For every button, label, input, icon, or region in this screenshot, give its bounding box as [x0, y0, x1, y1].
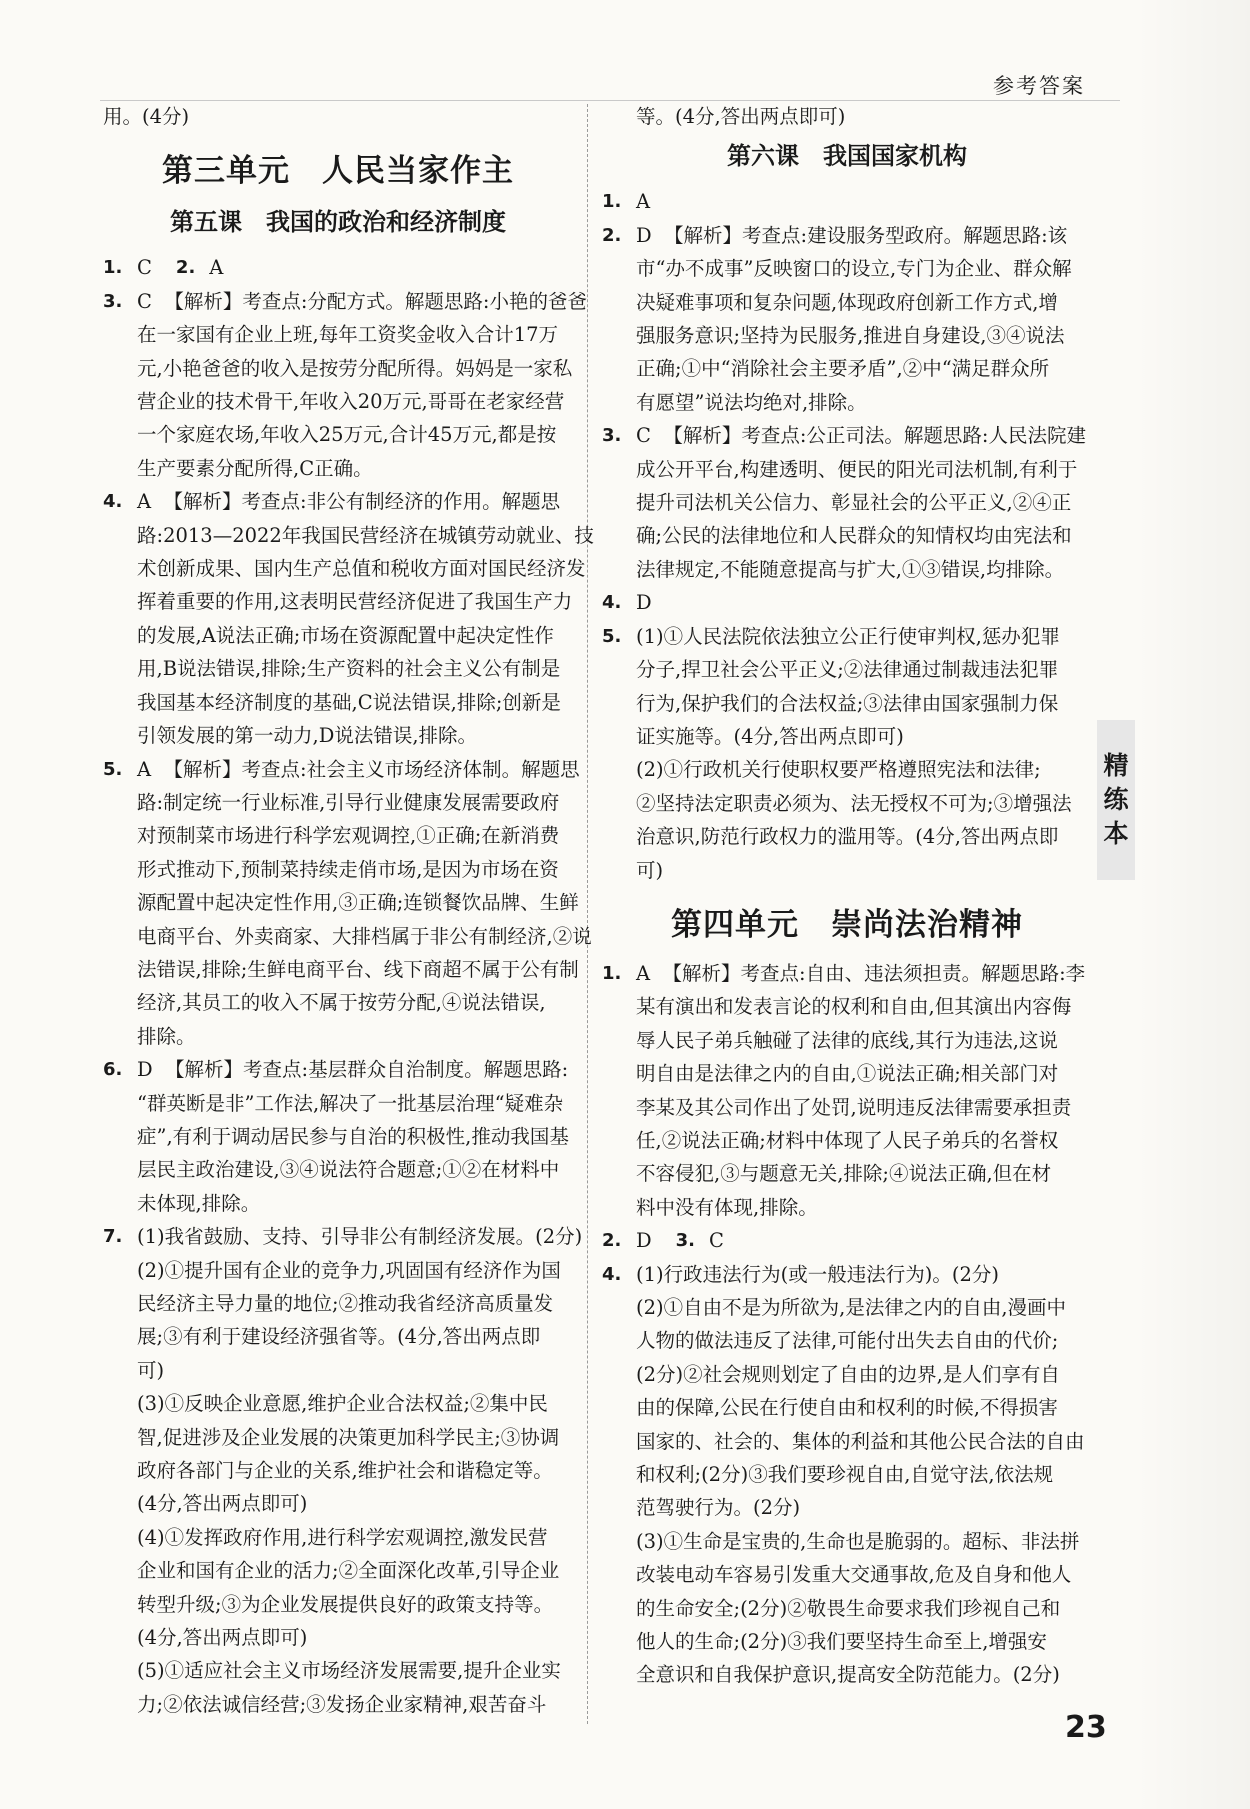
answer-letter: A — [137, 490, 152, 514]
explanation-line: 民经济主导力量的地位;②推动我省经济高质量发 — [137, 1292, 554, 1315]
explanation-line: 【解析】考查点:自由、违法须担责。解题思路:李 — [662, 961, 1086, 985]
unit-title-3: 第三单元 人民当家作主 — [162, 153, 514, 190]
explanation-line: 证实施等。(4分,答出两点即可) — [636, 724, 904, 748]
header-title: 参考答案 — [993, 74, 1085, 98]
answer-item-u4-2 — [602, 1224, 1092, 1257]
explanation-line: 市“办不成事”反映窗口的设立,专门为企业、群众解 — [636, 257, 1072, 281]
answer-letter: D — [137, 1058, 153, 1082]
explanation-line: 排除。 — [137, 1024, 196, 1048]
explanation-line: 法错误,排除;生鲜电商平台、线下商超不属于公有制 — [137, 957, 579, 981]
explanation-line: 路:制定统一行业标准,引导行业健康发展需要政府 — [137, 790, 560, 814]
right-column — [602, 100, 1092, 1692]
explanation-line: 有愿望”说法均绝对,排除。 — [636, 390, 867, 414]
page-number: 23 — [1065, 1710, 1107, 1745]
answer-letter: D — [636, 591, 652, 615]
explanation-line: 政府各部门与企业的关系,维护社会和谐稳定等。 — [137, 1459, 553, 1483]
carryover-line: 用。(4分) — [103, 105, 190, 128]
answer-letter: A — [636, 190, 651, 214]
explanation-line: 【解析】考查点:基层群众自治制度。解题思路: — [165, 1058, 569, 1082]
explanation-line: 的发展,A说法正确;市场在资源配置中起决定性作 — [137, 623, 554, 647]
answer-letter: C — [636, 424, 651, 448]
explanation-line: 辱人民子弟兵触碰了法律的底线,其行为违法,这说 — [636, 1028, 1058, 1052]
explanation-line: (1)①人民法院依法独立公正行使审判权,惩办犯罪 — [636, 624, 1060, 648]
explanation-line: 营企业的技术骨干,年收入20万元,哥哥在老家经营 — [137, 390, 565, 414]
explanation-line: 我国基本经济制度的基础,C说法错误,排除;创新是 — [137, 690, 561, 714]
answer-item-4 — [103, 485, 594, 752]
explanation-line: 李某及其公司作出了处罚,说明违反法律需要承担责 — [636, 1095, 1072, 1119]
unit-title-4: 第四单元 崇尚法治精神 — [671, 906, 1023, 943]
answer-letter: C — [137, 289, 152, 313]
answer-item-3 — [602, 419, 1092, 586]
answer-item-5 — [602, 620, 1092, 887]
explanation-line: (1)行政违法行为(或一般违法行为)。(2分) — [636, 1262, 999, 1286]
explanation-line: 一个家庭农场,年收入25万元,合计45万元,都是按 — [137, 423, 557, 447]
explanation-line: 力;②依法诚信经营;③发扬企业家精神,艰苦奋斗 — [137, 1692, 547, 1716]
explanation-line: 成公开平台,构建透明、便民的阳光司法机制,有利于 — [636, 457, 1078, 481]
explanation-line: (3)①生命是宝贵的,生命也是脆弱的。超标、非法拼 — [636, 1529, 1080, 1553]
answer-letter: A — [636, 961, 651, 985]
explanation-line: 某有演出和发表言论的权利和自由,但其演出内容侮 — [636, 995, 1072, 1019]
explanation-line: 可) — [137, 1358, 165, 1382]
answer-item-2 — [602, 219, 1092, 419]
explanation-line: 人物的做法违反了法律,可能付出失去自由的代价; — [636, 1329, 1059, 1353]
explanation-line: 料中没有体现,排除。 — [636, 1195, 818, 1219]
explanation-line: 术创新成果、国内生产总值和税收方面对国民经济发 — [137, 557, 586, 581]
explanation-line: (2)①提升国有企业的竞争力,巩固国有经济作为国 — [137, 1258, 561, 1282]
explanation-line: (2分)②社会规则划定了自由的边界,是人们享有自 — [636, 1362, 1060, 1386]
explanation-line: 在一家国有企业上班,每年工资奖金收入合计17万 — [137, 323, 559, 347]
answer-letter: A — [209, 256, 224, 280]
answer-item-3 — [103, 285, 587, 485]
explanation-line: 智,促进涉及企业发展的决策更加科学民主;③协调 — [137, 1425, 560, 1449]
explanation-line: (2)①自由不是为所欲为,是法律之内的自由,漫画中 — [636, 1296, 1067, 1319]
explanation-line: 症”,有利于调动居民参与自治的积极性,推动我国基 — [137, 1124, 569, 1148]
answer-item-6 — [103, 1053, 573, 1220]
explanation-line: 可) — [636, 858, 664, 882]
explanation-line: 强服务意识;坚持为民服务,推进自身建设,③④说法 — [636, 324, 1065, 348]
explanation-line: 提升司法机关公信力、彰显社会的公平正义,②④正 — [636, 491, 1072, 515]
explanation-line: 路:2013—2022年我国民营经济在城镇劳动就业、技 — [137, 523, 594, 547]
explanation-line: 挥着重要的作用,这表明民营经济促进了我国生产力 — [137, 590, 573, 614]
item-number: 3. — [675, 1230, 696, 1252]
answer-item-4 — [602, 586, 1092, 619]
explanation-line: 行为,保护我们的合法权益;③法律由国家强制力保 — [636, 691, 1059, 715]
explanation-line: 【解析】考查点:非公有制经济的作用。解题思 — [163, 490, 561, 514]
explanation-line: 源配置中起决定性作用,③正确;连锁餐饮品牌、生鲜 — [137, 891, 579, 915]
answer-item — [103, 251, 573, 284]
explanation-line: 【解析】考查点:建设服务型政府。解题思路:该 — [664, 223, 1068, 247]
explanation-line: 他人的生命;(2分)③我们要坚持生命至上,增强安 — [636, 1630, 1047, 1654]
explanation-line: 未体现,排除。 — [137, 1191, 261, 1215]
explanation-line: (3)①反映企业意愿,维护企业合法权益;②集中民 — [137, 1392, 548, 1416]
explanation-line: 层民主政治建设,③④说法符合题意;①②在材料中 — [137, 1158, 560, 1182]
explanation-line: 法律规定,不能随意提高与扩大,①③错误,均排除。 — [636, 557, 1065, 581]
side-tab-label — [1097, 720, 1135, 880]
explanation-line: 生产要素分配所得,C正确。 — [137, 456, 373, 480]
explanation-line: 范驾驶行为。(2分) — [636, 1496, 801, 1520]
explanation-line: 治意识,防范行政权力的滥用等。(4分,答出两点即 — [636, 825, 1059, 849]
item-number: 7. — [103, 1226, 123, 1248]
item-number: 3. — [103, 290, 123, 312]
explanation-line: (1)我省鼓励、支持、引导非公有制经济发展。(2分) — [137, 1225, 583, 1249]
answer-letter: C — [709, 1229, 724, 1253]
explanation-line: 正确;①中“消除社会主要矛盾”,②中“满足群众所 — [636, 357, 1050, 381]
explanation-line: 确;公民的法律地位和人民群众的知情权均由宪法和 — [636, 524, 1072, 548]
explanation-line: 明自由是法律之内的自由,①说法正确;相关部门对 — [636, 1062, 1059, 1086]
answer-item-5 — [103, 753, 592, 1054]
item-number: 4. — [602, 1263, 622, 1285]
explanation-line: 元,小艳爸爸的收入是按劳分配所得。妈妈是一家私 — [137, 356, 573, 380]
explanation-line: 引领发展的第一动力,D说法错误,排除。 — [137, 724, 478, 748]
explanation-line: 决疑难事项和复杂问题,体现政府创新工作方式,增 — [636, 290, 1058, 314]
explanation-line: 展;③有利于建设经济强省等。(4分,答出两点即 — [137, 1325, 541, 1349]
explanation-line: 用,B说法错误,排除;生产资料的社会主义公有制是 — [137, 657, 561, 681]
explanation-line: 【解析】考查点:社会主义市场经济体制。解题思 — [163, 757, 580, 781]
answer-letter: C — [137, 256, 152, 280]
item-number: 3. — [602, 425, 622, 447]
explanation-line: 不容侵犯,③与题意无关,排除;④说法正确,但在材 — [636, 1162, 1052, 1186]
explanation-line: 的生命安全;(2分)②敬畏生命要求我们珍视自己和 — [636, 1596, 1061, 1620]
explanation-line: ②坚持法定职责必须为、法无授权不可为;③增强法 — [636, 791, 1072, 815]
item-number: 4. — [602, 592, 622, 614]
lesson-title-5: 第五课 我国的政治和经济制度 — [170, 207, 506, 237]
side-tab-char: 本 — [1103, 819, 1129, 848]
explanation-line: 企业和国有企业的活力;②全面深化改革,引导企业 — [137, 1559, 560, 1583]
explanation-line: 经济,其员工的收入不属于按劳分配,④说法错误, — [137, 991, 546, 1015]
answer-letter: D — [636, 223, 652, 247]
explanation-line: (2)①行政机关行使职权要严格遵照宪法和法律; — [636, 758, 1041, 782]
explanation-line: 改装电动车容易引发重大交通事故,危及自身和他人 — [636, 1563, 1072, 1587]
explanation-line: 由的保障,公民在行使自由和权利的时候,不得损害 — [636, 1396, 1058, 1420]
explanation-line: (5)①适应社会主义市场经济发展需要,提升企业实 — [137, 1659, 561, 1683]
carryover-line: 等。(4分,答出两点即可) — [636, 105, 846, 128]
answer-item-u4-1 — [602, 957, 1092, 1224]
lesson-title-6: 第六课 我国国家机构 — [727, 141, 967, 171]
item-number: 1. — [602, 191, 622, 213]
item-number: 1. — [602, 962, 622, 984]
explanation-line: “群英断是非”工作法,解决了一批基层治理“疑难杂 — [137, 1091, 564, 1115]
item-number: 1. — [103, 257, 123, 279]
answer-item-1 — [602, 185, 1092, 218]
explanation-line: 全意识和自我保护意识,提高安全防范能力。(2分) — [636, 1663, 1060, 1687]
left-column — [103, 100, 594, 1721]
explanation-line: 电商平台、外卖商家、大排档属于非公有制经济,②说 — [137, 924, 592, 948]
explanation-line: 转型升级;③为企业发展提供良好的政策支持等。 — [137, 1592, 554, 1616]
item-number: 2. — [602, 1230, 622, 1252]
explanation-line: 【解析】考查点:公正司法。解题思路:人民法院建 — [663, 424, 1086, 448]
answer-letter: A — [137, 757, 152, 781]
explanation-line: 任,②说法正确;材料中体现了人民子弟兵的名誉权 — [636, 1128, 1059, 1152]
item-number: 2. — [175, 257, 196, 279]
explanation-line: 对预制菜市场进行科学宏观调控,①正确;在新消费 — [137, 824, 560, 848]
side-tab-char: 练 — [1103, 785, 1129, 814]
answer-item-7 — [103, 1220, 583, 1721]
page-edge-shadow — [1134, 0, 1250, 1809]
answer-letter: D — [636, 1229, 652, 1253]
item-number: 4. — [103, 491, 123, 513]
explanation-line: 国家的、社会的、集体的利益和其他公民合法的自由 — [636, 1429, 1085, 1453]
explanation-line: (4分,答出两点即可) — [137, 1492, 308, 1516]
explanation-line: (4)①发挥政府作用,进行科学宏观调控,激发民营 — [137, 1525, 548, 1549]
side-tab-char: 精 — [1103, 751, 1129, 780]
explanation-line: 【解析】考查点:分配方式。解题思路:小艳的爸爸 — [164, 289, 587, 313]
explanation-line: 和权利;(2分)③我们要珍视自由,自觉守法,依法规 — [636, 1463, 1054, 1487]
item-number: 6. — [103, 1059, 123, 1081]
item-number: 5. — [602, 625, 622, 647]
item-number: 2. — [602, 224, 622, 246]
explanation-line: 形式推动下,预制菜持续走俏市场,是因为市场在资 — [137, 857, 559, 881]
explanation-line: (4分,答出两点即可) — [137, 1626, 308, 1650]
explanation-line: 分子,捍卫社会公平正义;②法律通过制裁违法犯罪 — [636, 658, 1059, 682]
item-number: 5. — [103, 758, 123, 780]
answer-item-u4-4 — [602, 1258, 1092, 1692]
